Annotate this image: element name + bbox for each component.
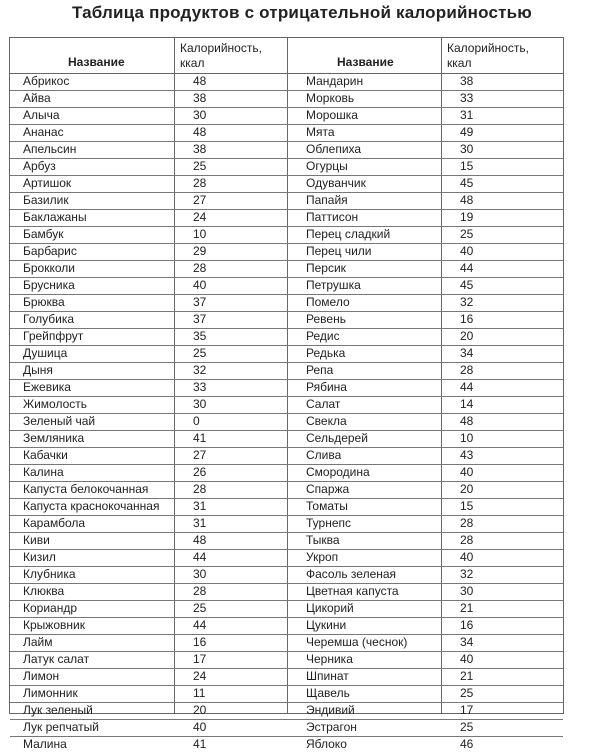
table-row (10, 363, 563, 380)
table-row (10, 414, 563, 431)
header-calories-line2: ккал (447, 56, 472, 70)
product-name-right: Эстрагон (306, 720, 357, 734)
table-row (10, 533, 563, 550)
table-row (10, 227, 563, 244)
table-row (10, 448, 563, 465)
calories-left: 31 (193, 516, 207, 530)
table-row (10, 737, 563, 753)
calories-right: 15 (460, 159, 474, 173)
table-row (10, 720, 563, 737)
product-name-left: Капуста краснокочанная (23, 499, 160, 513)
calories-right: 16 (460, 312, 474, 326)
calories-right: 28 (460, 533, 474, 547)
calories-left: 44 (193, 550, 207, 564)
calories-right: 21 (460, 601, 474, 615)
table-row (10, 108, 563, 125)
product-name-left: Клюква (23, 584, 65, 598)
table-row (10, 295, 563, 312)
calories-right: 33 (460, 91, 474, 105)
table-row (10, 550, 563, 567)
table-row (10, 465, 563, 482)
table-row (10, 499, 563, 516)
table-row (10, 686, 563, 703)
calories-right: 48 (460, 414, 474, 428)
calories-right: 40 (460, 465, 474, 479)
calories-right: 30 (460, 142, 474, 156)
calories-left: 28 (193, 176, 207, 190)
calories-right: 25 (460, 686, 474, 700)
product-name-left: Жимолость (23, 397, 88, 411)
calories-left: 16 (193, 635, 207, 649)
calories-left: 30 (193, 567, 207, 581)
calories-left: 27 (193, 193, 207, 207)
calories-right: 20 (460, 329, 474, 343)
product-name-right: Салат (306, 397, 341, 411)
calories-right: 38 (460, 74, 474, 88)
calories-left: 27 (193, 448, 207, 462)
product-name-right: Черемша (чеснок) (306, 635, 408, 649)
calories-right: 30 (460, 584, 474, 598)
calories-right: 44 (460, 261, 474, 275)
product-name-left: Ананас (23, 125, 64, 139)
product-name-right: Яблоко (306, 737, 347, 751)
product-name-right: Огурцы (306, 159, 348, 173)
product-name-right: Морошка (306, 108, 358, 122)
product-name-left: Лук репчатый (23, 720, 99, 734)
calories-right: 34 (460, 635, 474, 649)
calories-left: 29 (193, 244, 207, 258)
table-row (10, 329, 563, 346)
product-name-left: Лук зеленый (23, 703, 93, 717)
calories-left: 32 (193, 363, 207, 377)
product-name-left: Артишок (23, 176, 72, 190)
product-name-left: Латук салат (23, 652, 90, 666)
calories-right: 45 (460, 278, 474, 292)
product-name-left: Абрикос (23, 74, 70, 88)
header-calories-left (180, 41, 262, 71)
product-name-right: Морковь (306, 91, 355, 105)
product-name-left: Брокколи (23, 261, 75, 275)
product-name-left: Барбарис (23, 244, 77, 258)
calories-right: 34 (460, 346, 474, 360)
product-name-right: Рябина (306, 380, 347, 394)
product-name-right: Томаты (306, 499, 348, 513)
header-calories-right (447, 41, 529, 71)
calories-left: 40 (193, 720, 207, 734)
calories-left: 37 (193, 295, 207, 309)
product-name-right: Мята (306, 125, 335, 139)
calories-left: 24 (193, 669, 207, 683)
product-name-left: Дыня (23, 363, 53, 377)
product-name-left: Базилик (23, 193, 69, 207)
product-name-right: Эндивий (306, 703, 355, 717)
product-name-left: Ежевика (23, 380, 71, 394)
table-row (10, 244, 563, 261)
calories-right: 40 (460, 244, 474, 258)
page-title: Таблица продуктов с отрицательной калорийностью (71, 3, 533, 22)
product-name-right: Укроп (306, 550, 339, 564)
calories-right: 25 (460, 227, 474, 241)
calories-right: 15 (460, 499, 474, 513)
calories-left: 38 (193, 142, 207, 156)
table-row (10, 567, 563, 584)
table-body (10, 74, 563, 753)
product-name-right: Паттисон (306, 210, 359, 224)
product-name-left: Калина (23, 465, 64, 479)
table-row (10, 312, 563, 329)
product-name-left: Крыжовник (23, 618, 85, 632)
table-row (10, 618, 563, 635)
calories-left: 11 (193, 686, 206, 700)
table-row (10, 584, 563, 601)
product-name-left: Лайм (23, 635, 53, 649)
product-name-right: Сельдерей (306, 431, 368, 445)
calories-right: 43 (460, 448, 474, 462)
product-name-right: Петрушка (306, 278, 361, 292)
calories-right: 28 (460, 516, 474, 530)
calories-right: 21 (460, 669, 474, 683)
calories-left: 25 (193, 346, 207, 360)
calories-left: 31 (193, 499, 207, 513)
product-name-right: Помело (306, 295, 350, 309)
product-name-left: Карамбола (23, 516, 86, 530)
table-row (10, 601, 563, 618)
product-name-left: Кизил (23, 550, 56, 564)
table-row (10, 516, 563, 533)
product-name-right: Черника (306, 652, 353, 666)
header-name-right: Название (337, 55, 394, 69)
calories-right: 16 (460, 618, 474, 632)
product-name-left: Лимон (23, 669, 60, 683)
table-row (10, 431, 563, 448)
calorie-table (9, 37, 564, 751)
calories-left: 28 (193, 584, 207, 598)
calories-left: 17 (193, 652, 207, 666)
product-name-right: Одуванчик (306, 176, 366, 190)
calories-left: 35 (193, 329, 207, 343)
product-name-right: Спаржа (306, 482, 350, 496)
table-row (10, 669, 563, 686)
product-name-left: Лимонник (23, 686, 78, 700)
calories-right: 49 (460, 125, 474, 139)
calories-left: 28 (193, 261, 207, 275)
calories-left: 25 (193, 159, 207, 173)
calories-left: 40 (193, 278, 207, 292)
product-name-left: Капуста белокочанная (23, 482, 149, 496)
product-name-right: Щавель (306, 686, 350, 700)
table-row (10, 397, 563, 414)
calories-left: 48 (193, 125, 207, 139)
product-name-left: Зеленый чай (23, 414, 96, 428)
calories-right: 20 (460, 482, 474, 496)
calories-left: 20 (193, 703, 207, 717)
calories-right: 40 (460, 550, 474, 564)
table-row (10, 703, 563, 720)
product-name-right: Персик (306, 261, 346, 275)
calories-right: 45 (460, 176, 474, 190)
calories-left: 25 (193, 601, 207, 615)
calories-left: 48 (193, 74, 207, 88)
table-row (10, 91, 563, 108)
product-name-left: Алыча (23, 108, 60, 122)
calories-left: 0 (193, 414, 200, 428)
product-name-left: Арбуз (23, 159, 56, 173)
product-name-right: Шпинат (306, 669, 349, 683)
calories-left: 37 (193, 312, 207, 326)
table-row (10, 635, 563, 652)
calories-right: 19 (460, 210, 474, 224)
product-name-left: Брюква (23, 295, 65, 309)
calories-left: 38 (193, 91, 207, 105)
calories-left: 30 (193, 397, 207, 411)
product-name-right: Облепиха (306, 142, 362, 156)
calories-left: 44 (193, 618, 207, 632)
calories-right: 40 (460, 652, 474, 666)
product-name-right: Цикорий (306, 601, 354, 615)
calories-left: 48 (193, 533, 207, 547)
calories-left: 30 (193, 108, 207, 122)
product-name-right: Фасоль зеленая (306, 567, 397, 581)
product-name-right: Мандарин (306, 74, 364, 88)
product-name-right: Репа (306, 363, 334, 377)
calories-left: 28 (193, 482, 207, 496)
table-row (10, 380, 563, 397)
calories-right: 32 (460, 295, 474, 309)
calories-left: 41 (193, 431, 207, 445)
product-name-right: Цветная капуста (306, 584, 399, 598)
header-calories-line2: ккал (180, 56, 205, 70)
product-name-right: Папайя (306, 193, 348, 207)
table-row (10, 482, 563, 499)
product-name-right: Слива (306, 448, 342, 462)
product-name-left: Бамбук (23, 227, 64, 241)
product-name-left: Баклажаны (23, 210, 87, 224)
product-name-left: Айва (23, 91, 51, 105)
table-row (10, 652, 563, 669)
product-name-right: Свекла (306, 414, 347, 428)
product-name-right: Редис (306, 329, 340, 343)
product-name-right: Ревень (306, 312, 346, 326)
product-name-right: Перец сладкий (306, 227, 391, 241)
product-name-right: Перец чили (306, 244, 372, 258)
calories-left: 26 (193, 465, 207, 479)
table-row (10, 125, 563, 142)
table-row (10, 261, 563, 278)
table-row (10, 159, 563, 176)
product-name-right: Тыква (306, 533, 340, 547)
table-row (10, 278, 563, 295)
calories-left: 24 (193, 210, 207, 224)
table-row (10, 346, 563, 363)
table-row (10, 74, 563, 91)
header-name-left: Название (68, 55, 125, 69)
table-row (10, 176, 563, 193)
table-row (10, 210, 563, 227)
calories-right: 48 (460, 193, 474, 207)
calories-right: 31 (460, 108, 474, 122)
table-row (10, 193, 563, 210)
product-name-left: Брусника (23, 278, 75, 292)
calories-left: 33 (193, 380, 207, 394)
calories-right: 28 (460, 363, 474, 377)
product-name-right: Редька (306, 346, 346, 360)
calories-right: 44 (460, 380, 474, 394)
table-row (10, 142, 563, 159)
calories-left: 10 (193, 227, 207, 241)
product-name-left: Кориандр (23, 601, 78, 615)
header-calories-line1: Калорийность, (447, 41, 529, 55)
product-name-left: Малина (23, 737, 67, 751)
calories-left: 41 (193, 737, 207, 751)
calories-right: 32 (460, 567, 474, 581)
product-name-left: Кабачки (23, 448, 68, 462)
calories-right: 46 (460, 737, 474, 751)
product-name-right: Турнепс (306, 516, 351, 530)
product-name-left: Клубника (23, 567, 76, 581)
product-name-left: Земляника (23, 431, 85, 445)
product-name-right: Цукини (306, 618, 347, 632)
product-name-right: Смородина (306, 465, 370, 479)
calories-right: 17 (460, 703, 474, 717)
calories-right: 25 (460, 720, 474, 734)
table-header (10, 38, 563, 74)
calories-right: 14 (460, 397, 474, 411)
product-name-left: Душица (23, 346, 68, 360)
calories-right: 10 (460, 431, 474, 445)
product-name-left: Киви (23, 533, 50, 547)
product-name-left: Грейпфрут (23, 329, 84, 343)
header-calories-line1: Калорийность, (180, 41, 262, 55)
product-name-left: Апельсин (23, 142, 77, 156)
product-name-left: Голубика (23, 312, 75, 326)
